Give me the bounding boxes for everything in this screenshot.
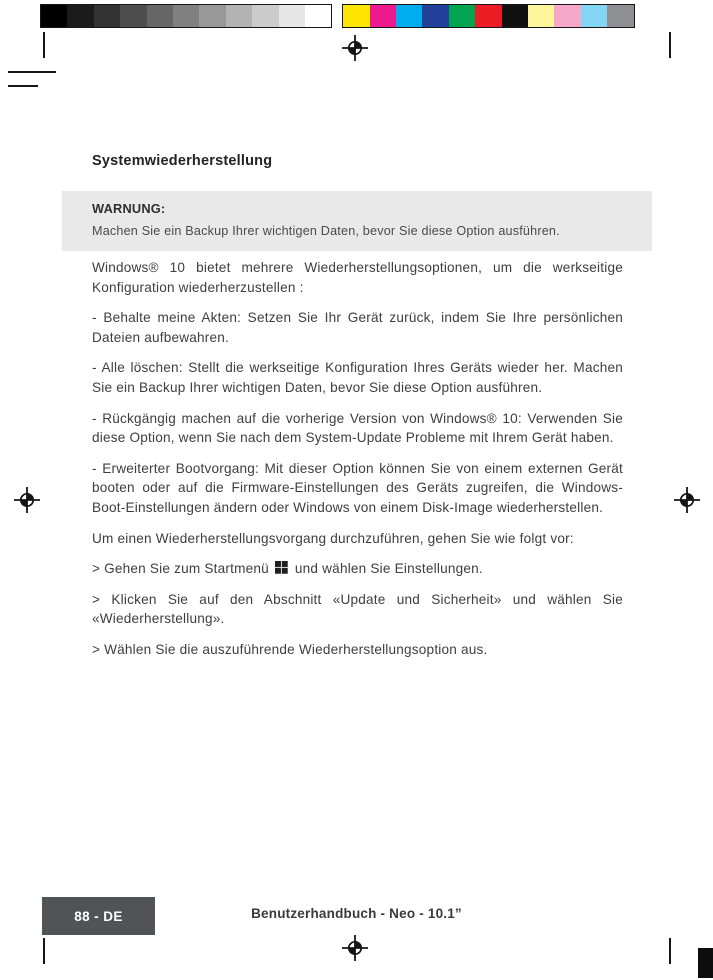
color-strip — [342, 4, 634, 28]
fold-mark — [8, 71, 56, 73]
registration-mark-bottom — [342, 935, 368, 961]
paragraph-rollback: - Rückgängig machen auf die vorherige Version von Windows® 10: Verwenden Sie diese Option, wenn Sie nach dem System-Update Probleme mit Ihrem Gerät haben. — [92, 410, 623, 446]
calibration-swatch — [67, 5, 93, 27]
step-text-after: und wählen Sie Einstellungen. — [294, 561, 483, 577]
warning-text: Machen Sie ein Backup Ihrer wichtigen Daten, bevor Sie diese Option ausführen. — [92, 224, 560, 238]
calibration-swatch — [41, 5, 67, 27]
registration-mark-right — [674, 487, 700, 513]
calibration-swatch — [528, 5, 554, 27]
calibration-swatch — [173, 5, 199, 27]
step-choose-option: > Wählen Sie die auszuführende Wiederherstellungsoption aus. — [92, 641, 488, 657]
paragraph-howto: Um einen Wiederherstellungsvorgang durchzuführen, gehen Sie wie folgt vor: — [92, 530, 574, 546]
calibration-swatch — [279, 5, 305, 27]
registration-mark-icon — [14, 487, 40, 513]
paragraph-intro: Windows® 10 bietet mehrere Wiederherstellungsoptionen, um die werkseitige Konfiguration wiederherzustellen : — [92, 260, 623, 295]
registration-mark-left — [14, 487, 40, 513]
windows-logo-icon — [275, 561, 288, 574]
registration-mark-top — [342, 35, 368, 61]
calibration-swatch — [199, 5, 225, 27]
calibration-swatch — [226, 5, 252, 27]
fold-mark — [8, 85, 38, 87]
crop-mark — [669, 32, 671, 58]
grayscale-strip — [40, 4, 332, 28]
calibration-swatch — [422, 5, 448, 27]
crop-mark — [43, 32, 45, 58]
registration-mark-icon — [342, 935, 368, 961]
calibration-swatch — [502, 5, 528, 27]
calibration-swatch — [252, 5, 278, 27]
calibration-swatch — [94, 5, 120, 27]
calibration-swatch — [581, 5, 607, 27]
warning-title: WARNUNG: — [92, 201, 166, 216]
paragraph-keep-files: - Behalte meine Akten: Setzen Sie Ihr Gerät zurück, indem Sie Ihre persönlichen Dateien aufbewahren. — [92, 310, 623, 345]
body-content — [92, 258, 623, 671]
calibration-swatch — [305, 5, 331, 27]
calibration-swatch — [370, 5, 396, 27]
paragraph-delete-all: - Alle löschen: Stellt die werkseitige Konfiguration Ihres Geräts wieder her. Machen Sie ein Backup Ihrer wichtigen Daten, bevor Sie diese Option ausführen. — [92, 360, 623, 395]
calibration-swatch — [396, 5, 422, 27]
calibration-swatch — [607, 5, 633, 27]
calibration-swatch — [449, 5, 475, 27]
crop-mark — [43, 938, 45, 964]
step-text-before: > Gehen Sie zum Startmenü — [92, 561, 269, 577]
calibration-swatch — [554, 5, 580, 27]
calibration-swatch — [120, 5, 146, 27]
page-title: Systemwiederherstellung — [92, 153, 273, 169]
calibration-bar — [40, 4, 635, 28]
registration-mark-icon — [342, 35, 368, 61]
warning-box — [62, 191, 652, 251]
crop-mark — [669, 938, 671, 964]
page-number-badge: 88 - DE — [42, 897, 155, 935]
registration-mark-icon — [674, 487, 700, 513]
calibration-swatch — [343, 5, 369, 27]
step-start-menu — [92, 559, 623, 579]
calibration-swatch — [147, 5, 173, 27]
paragraph-advanced-boot: - Erweiterter Bootvorgang: Mit dieser Option können Sie von einem externen Gerät booten oder auf die Firmware-Einstellungen des Geräts zugreifen, die Windows-Boot-Einstellungen ändern oder Windows von einem Disk-Image wiederherstellen. — [92, 460, 623, 515]
print-corner-block — [698, 948, 713, 978]
footer-title: Benutzerhandbuch - Neo - 10.1” — [251, 906, 462, 921]
step-update-security: > Klicken Sie auf den Abschnitt «Update und Sicherheit» und wählen Sie «Wiederherstellung». — [92, 591, 623, 627]
calibration-swatch — [475, 5, 501, 27]
